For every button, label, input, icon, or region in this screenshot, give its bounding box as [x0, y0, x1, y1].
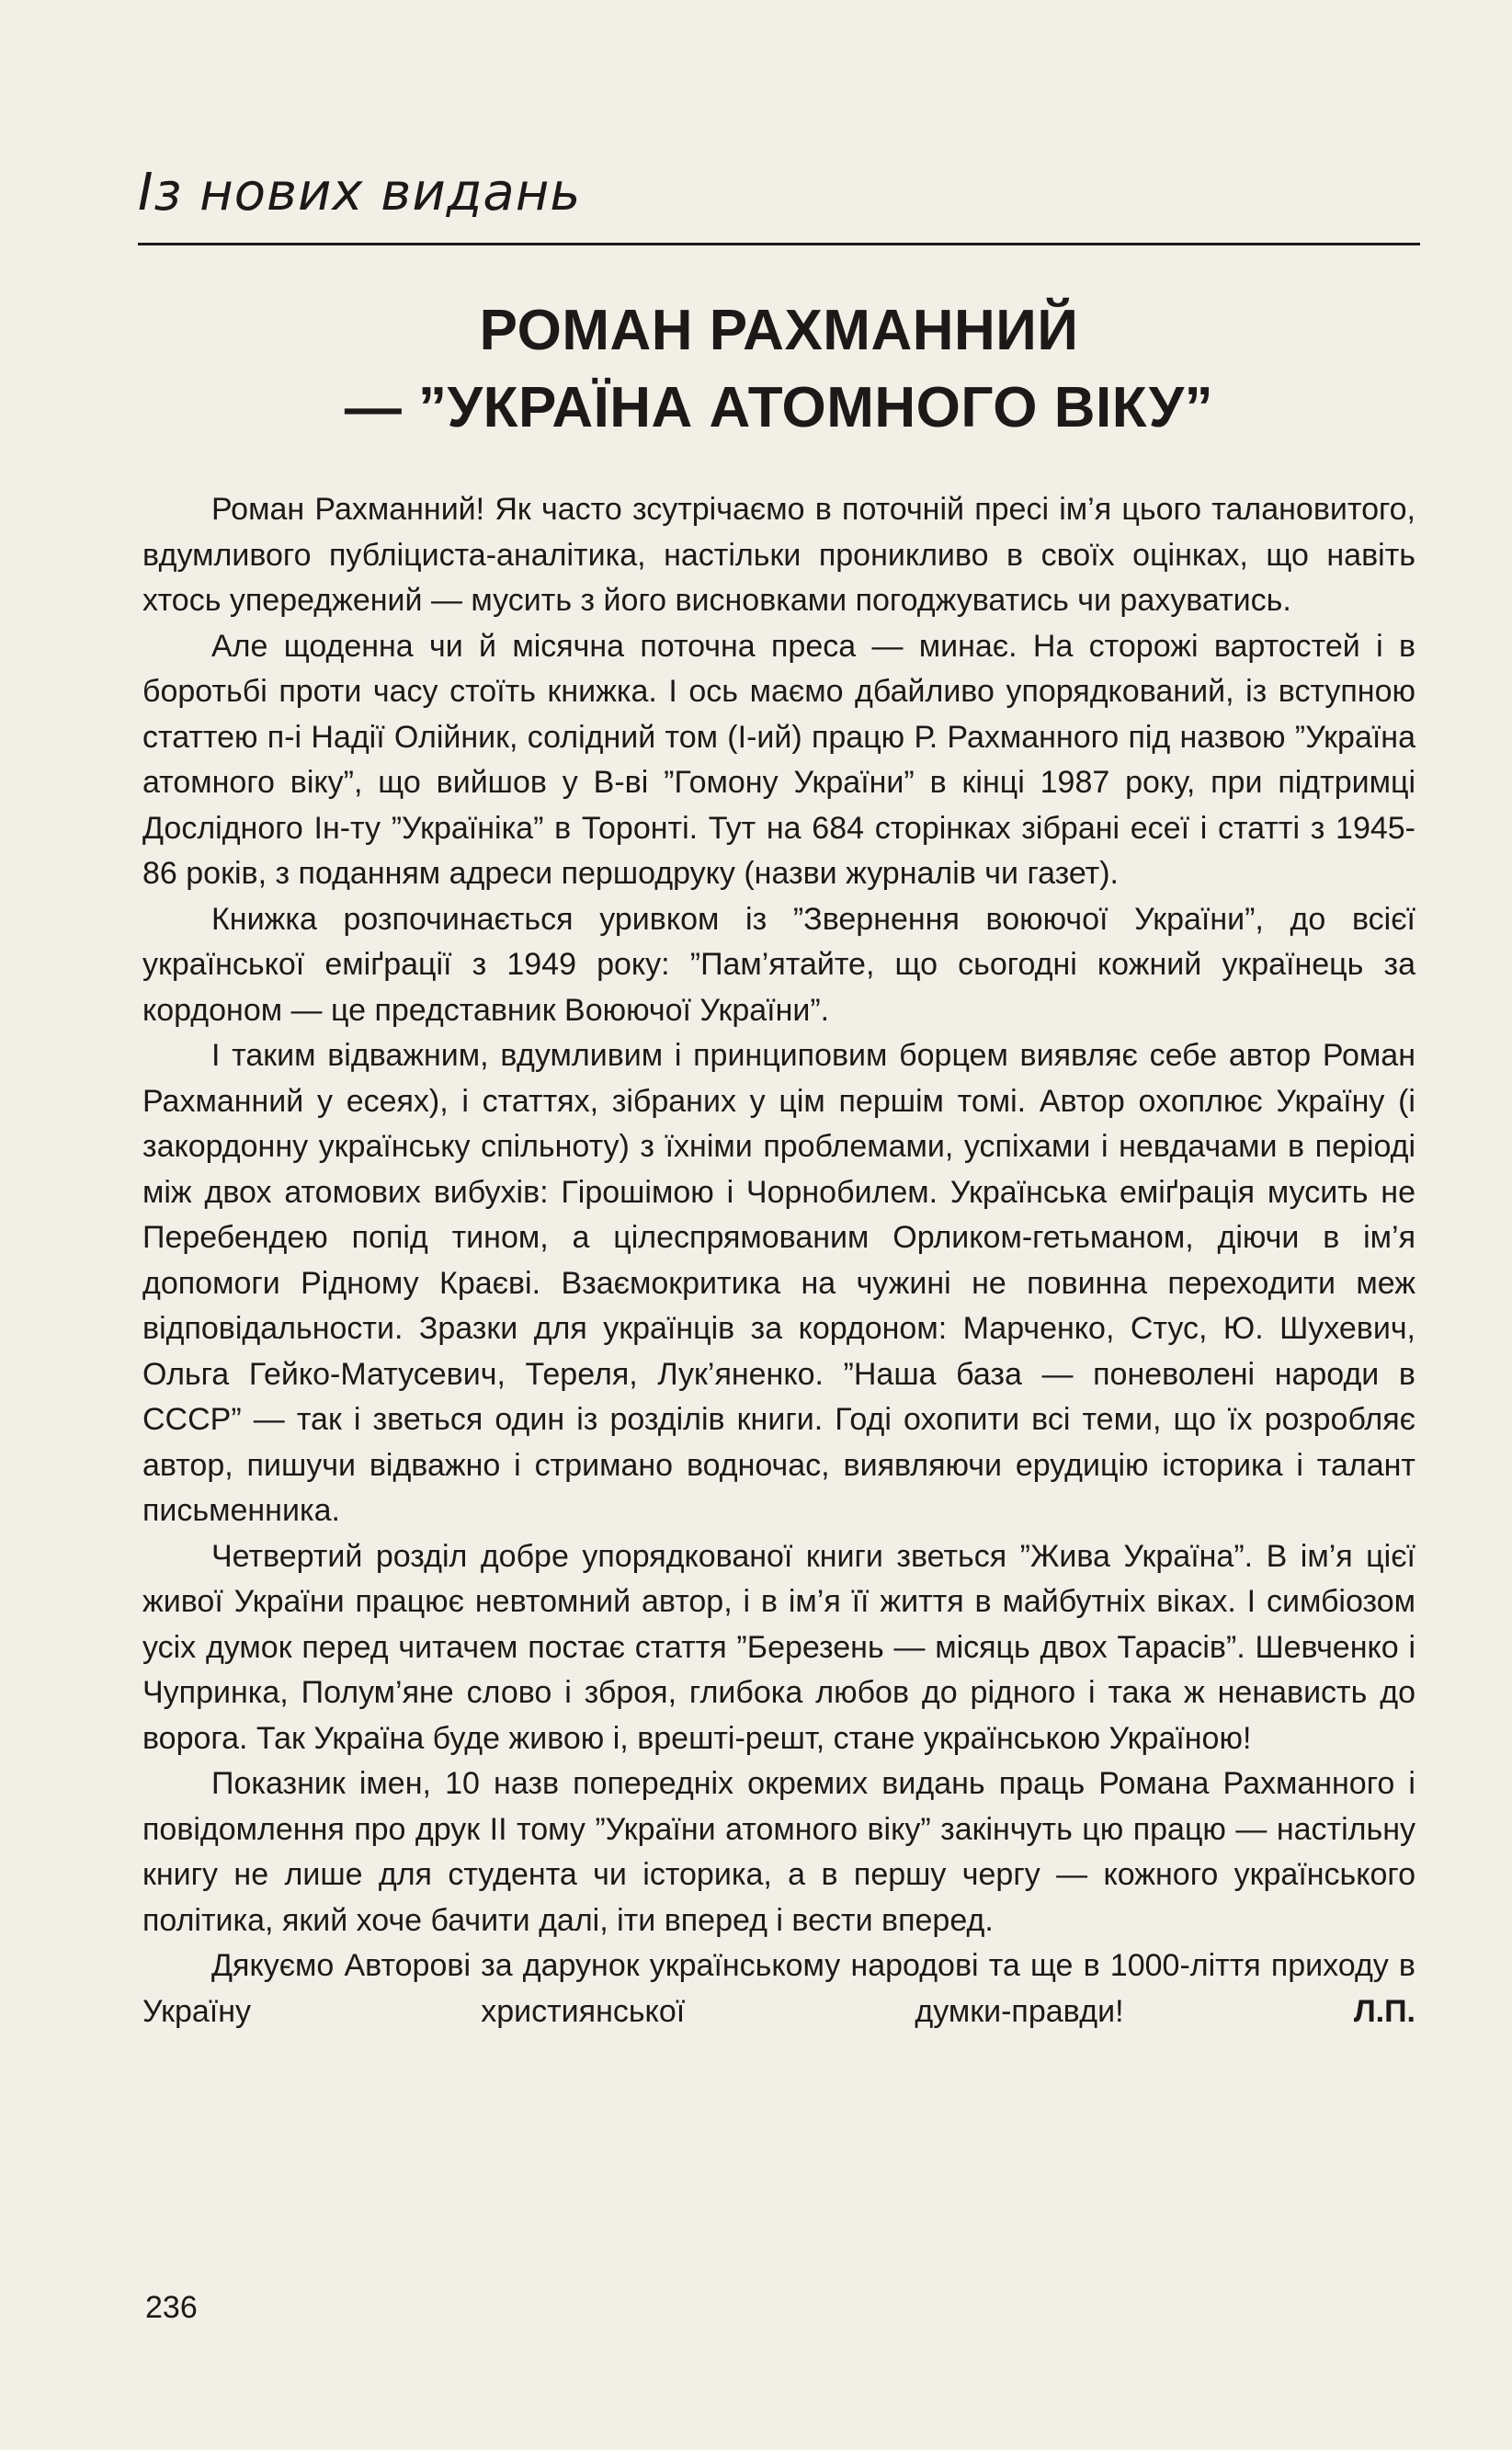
paragraph-1: Роман Рахманний! Як часто зсутрічаємо в поточній пресі ім’я цього талановитого, вдумливого публіциста-аналітика, настільки проникливо в своїх оцінках, що навіть хтось упереджений — мусить з його висновками погоджуватись чи рахуватись. [142, 492, 1415, 618]
paragraph-3: Книжка розпочинається уривком із ”Звернення воюючої України”, до всієї української еміґрації з 1949 року: ”Пам’ятайте, що сьогодні кожний українець за кордоном — це представник Воюючої України”. [142, 901, 1415, 1028]
author-signature: Л.П. [1353, 1993, 1415, 2029]
closing-text: Дякуємо Авторові за дарунок українському народові та ще в 1000-ліття приходу в Україну християнської думки-правди! [142, 1948, 1415, 2029]
article-body [142, 487, 1415, 2034]
article-title [138, 292, 1420, 447]
paragraph-6: Показник імен, 10 назв попередніх окремих видань праць Романа Рахманного і повідомлення про друк ІІ тому ”України атомного віку” закінчуть цю працю — настільну книгу не лише для студента чи історика, а в першу чергу — кожного українського політика, який хоче бачити далі, іти вперед і вести вперед. [142, 1766, 1415, 1938]
paragraph-4: І таким відважним, вдумливим і принциповим борцем виявляє себе автор Роман Рахманний у есеях), і статтях, зібраних у цім першім томі. Автор охоплює Україну (і закордонну українську спільноту) з їхніми проблемами, успіхами і невдачами в періоді між двох атомових вибухів: Гірошімою і Чорнобилем. Українська еміґрація мусить не Перебендею попід тином, а цілеспрямованим Орликом-гетьманом, діючи в ім’я допомоги Рідному Краєві. Взаємокритика на чужині не повинна переходити меж відповідальности. Зразки для українців за кордоном: Марченко, Стус, Ю. Шухевич, Ольга Гейко-Матусевич, Тереля, Лук’яненко. ”Наша база — поневолені народи в СССР” — так і зветься один із розділів книги. Годі охопити всі теми, що їх розробляє автор, пишучи відважно і стримано водночас, виявляючи ерудицію історика і талант письменника. [142, 1038, 1415, 1528]
paragraph-2: Але щоденна чи й місячна поточна преса — минає. На сторожі вартостей і в боротьбі проти часу стоїть книжка. І ось маємо дбайливо упорядкований, із вступною статтею п-і Надії Олійник, солідний том (І-ий) працю Р. Рахманного під назвою ”Україна атомного віку”, що вийшов у В-ві ”Гомону України” в кінці 1987 року, при підтримці Дослідного Ін-ту ”Українiка” в Торонті. Тут на 684 сторінках зібрані есеї і статті з 1945-86 років, з поданням адреси першодруку (назви журналів чи газет). [142, 628, 1415, 891]
heading-rule [138, 243, 1420, 245]
paragraph-5: Четвертий розділ добре упорядкованої книги зветься ”Жива Україна”. В ім’я цієї живої України працює невтомний автор, і в ім’я її життя в майбутніх віках. І симбіозом усіх думок перед читачем постає стаття ”Березень — місяць двох Тарасів”. Шевченко і Чупринка, Полум’яне слово і зброя, глибока любов до рідного і така ж ненависть до ворога. Так Україна буде живою і, врешті-решт, стане українською Україною! [142, 1538, 1415, 1756]
article-title-line-2: — ”УКРАЇНА АТОМНОГО ВІКУ” [344, 376, 1214, 439]
closing-paragraph [142, 1943, 1415, 2034]
section-heading: Із нових видань [138, 163, 582, 222]
article-title-line-1: РОМАН РАХМАННИЙ [479, 299, 1079, 362]
page-number: 236 [145, 2290, 198, 2325]
